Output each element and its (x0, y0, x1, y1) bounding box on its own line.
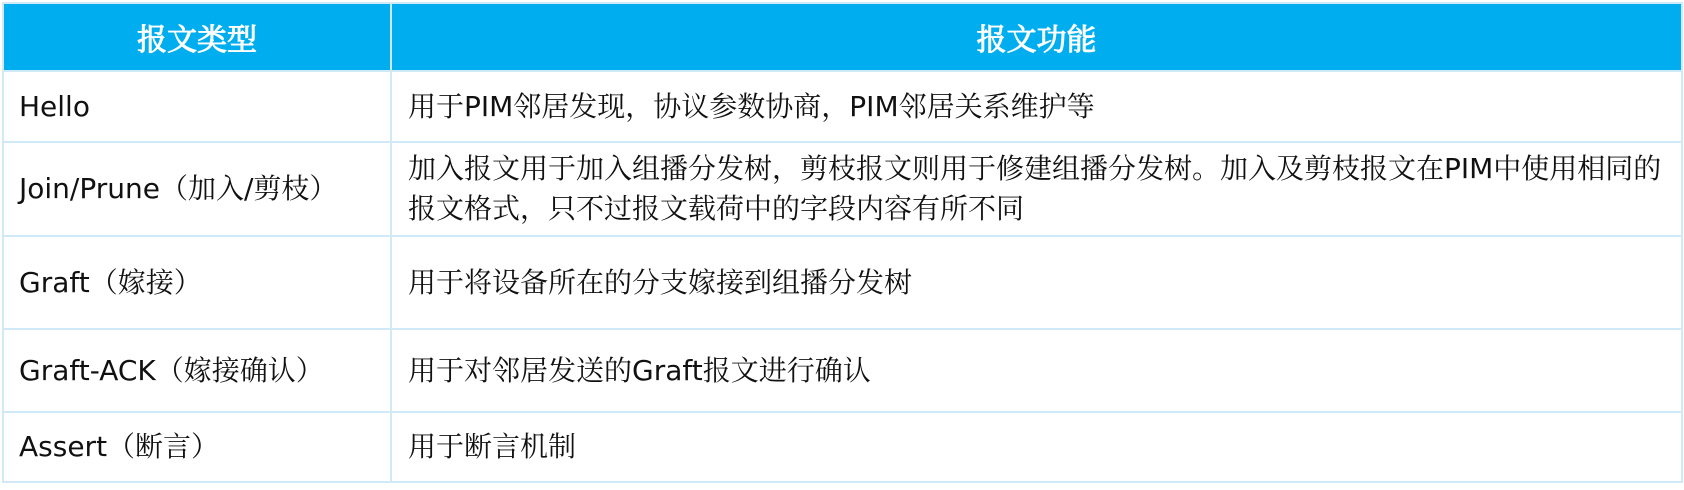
message-function-cell: 用于PIM邻居发现，协议参数协商，PIM邻居关系维护等 (391, 71, 1682, 142)
table-row (3, 142, 1682, 236)
pim-message-table (2, 2, 1683, 483)
message-type-cell: Hello (3, 71, 391, 142)
header-message-type: 报文类型 (3, 3, 391, 71)
message-function-cell: 用于断言机制 (391, 412, 1682, 482)
message-type-cell: Graft（嫁接） (3, 236, 391, 329)
message-function-cell: 用于对邻居发送的Graft报文进行确认 (391, 329, 1682, 412)
header-message-function: 报文功能 (391, 3, 1682, 71)
table-row (3, 71, 1682, 142)
table-header-row (3, 3, 1682, 71)
message-function-cell: 加入报文用于加入组播分发树，剪枝报文则用于修建组播分发树。加入及剪枝报文在PIM中使用相同的报文格式，只不过报文载荷中的字段内容有所不同 (391, 142, 1682, 236)
table-row (3, 329, 1682, 412)
table-row (3, 412, 1682, 482)
message-type-cell: Join/Prune（加入/剪枝） (3, 142, 391, 236)
table-row (3, 236, 1682, 329)
message-function-cell: 用于将设备所在的分支嫁接到组播分发树 (391, 236, 1682, 329)
message-type-cell: Assert（断言） (3, 412, 391, 482)
message-type-cell: Graft-ACK（嫁接确认） (3, 329, 391, 412)
